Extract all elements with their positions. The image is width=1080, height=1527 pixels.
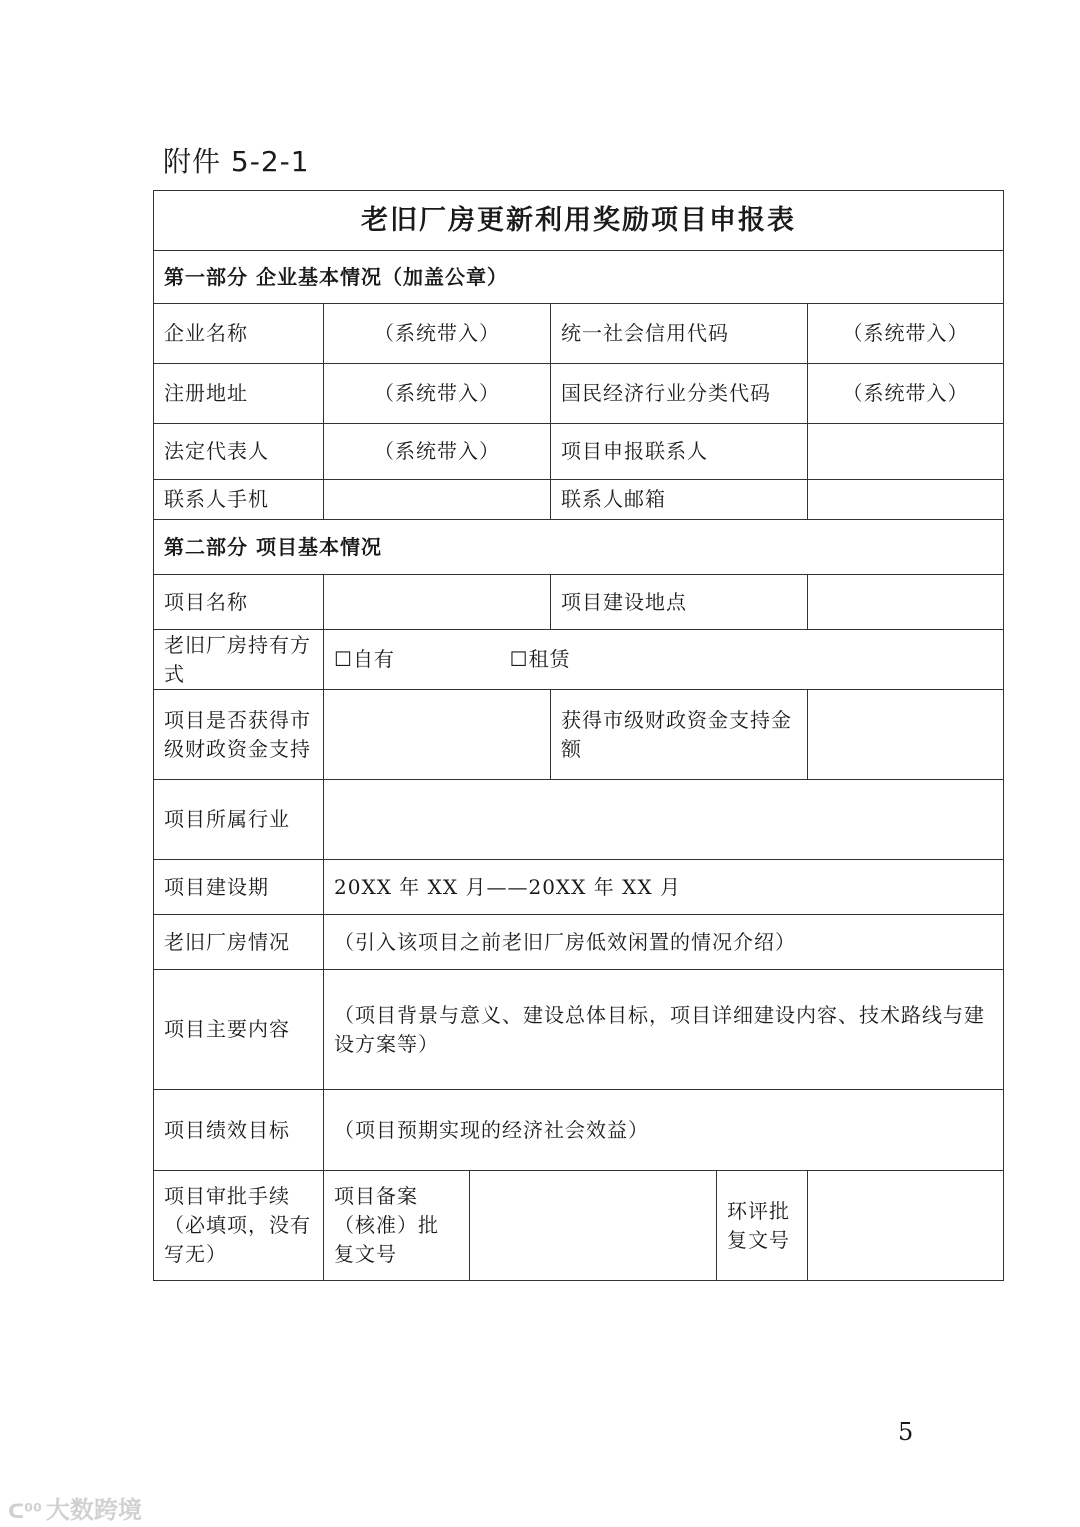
ownership-lease-checkbox[interactable]: ☐租赁: [509, 647, 571, 671]
contact-label: 项目申报联系人: [551, 424, 808, 480]
location-label: 项目建设地点: [551, 575, 808, 630]
section-heading-part2: 第二部分 项目基本情况: [154, 520, 1004, 575]
period-field[interactable]: 20XX 年 XX 月——20XX 年 XX 月: [324, 860, 1004, 915]
credit-code-label: 统一社会信用代码: [551, 304, 808, 364]
contact-field[interactable]: [808, 424, 1004, 480]
funding-amount-label: 获得市级财政资金支持金额: [551, 690, 808, 780]
address-field[interactable]: （系统带入）: [324, 364, 551, 424]
phone-field[interactable]: [324, 480, 551, 520]
funding-amount-field[interactable]: [808, 690, 1004, 780]
watermark: [8, 1490, 142, 1525]
phone-label: 联系人手机: [154, 480, 324, 520]
eia-field[interactable]: [808, 1171, 1004, 1281]
filing-field[interactable]: [470, 1171, 717, 1281]
filing-label: 项目备案（核准）批复文号: [324, 1171, 470, 1281]
watermark-logo-icon: ᑕ⁰⁰: [8, 1499, 42, 1523]
application-form-table: [153, 190, 1004, 1281]
ownership-own-checkbox[interactable]: ☐自有: [334, 647, 395, 671]
company-name-field[interactable]: （系统带入）: [324, 304, 551, 364]
performance-label: 项目绩效目标: [154, 1090, 324, 1171]
industry-code-label: 国民经济行业分类代码: [551, 364, 808, 424]
email-field[interactable]: [808, 480, 1004, 520]
legal-rep-field[interactable]: （系统带入）: [324, 424, 551, 480]
project-name-label: 项目名称: [154, 575, 324, 630]
main-content-field[interactable]: （项目背景与意义、建设总体目标，项目详细建设内容、技术路线与建设方案等）: [324, 970, 1004, 1090]
ownership-options: [324, 630, 1004, 690]
email-label: 联系人邮箱: [551, 480, 808, 520]
checkbox-icon: ☐: [334, 647, 353, 671]
page-number: 5: [898, 1418, 914, 1446]
industry-label: 项目所属行业: [154, 780, 324, 860]
section-heading-part1: 第一部分 企业基本情况（加盖公章）: [154, 251, 1004, 304]
funding-label: 项目是否获得市级财政资金支持: [154, 690, 324, 780]
watermark-text: 大数跨境: [45, 1496, 142, 1524]
project-name-field[interactable]: [324, 575, 551, 630]
main-content-label: 项目主要内容: [154, 970, 324, 1090]
approval-label: 项目审批手续（必填项，没有写无）: [154, 1171, 324, 1281]
eia-label: 环评批复文号: [717, 1171, 808, 1281]
credit-code-field[interactable]: （系统带入）: [808, 304, 1004, 364]
checkbox-icon: ☐: [509, 647, 529, 671]
legal-rep-label: 法定代表人: [154, 424, 324, 480]
performance-field[interactable]: （项目预期实现的经济社会效益）: [324, 1090, 1004, 1171]
attachment-label: 附件 5-2-1: [163, 145, 310, 178]
location-field[interactable]: [808, 575, 1004, 630]
form-title: 老旧厂房更新利用奖励项目申报表: [154, 191, 1004, 251]
address-label: 注册地址: [154, 364, 324, 424]
plant-status-label: 老旧厂房情况: [154, 915, 324, 970]
company-name-label: 企业名称: [154, 304, 324, 364]
industry-code-field[interactable]: （系统带入）: [808, 364, 1004, 424]
ownership-label: 老旧厂房持有方式: [154, 630, 324, 690]
plant-status-field[interactable]: （引入该项目之前老旧厂房低效闲置的情况介绍）: [324, 915, 1004, 970]
period-label: 项目建设期: [154, 860, 324, 915]
industry-field[interactable]: [324, 780, 1004, 860]
funding-field[interactable]: [324, 690, 551, 780]
